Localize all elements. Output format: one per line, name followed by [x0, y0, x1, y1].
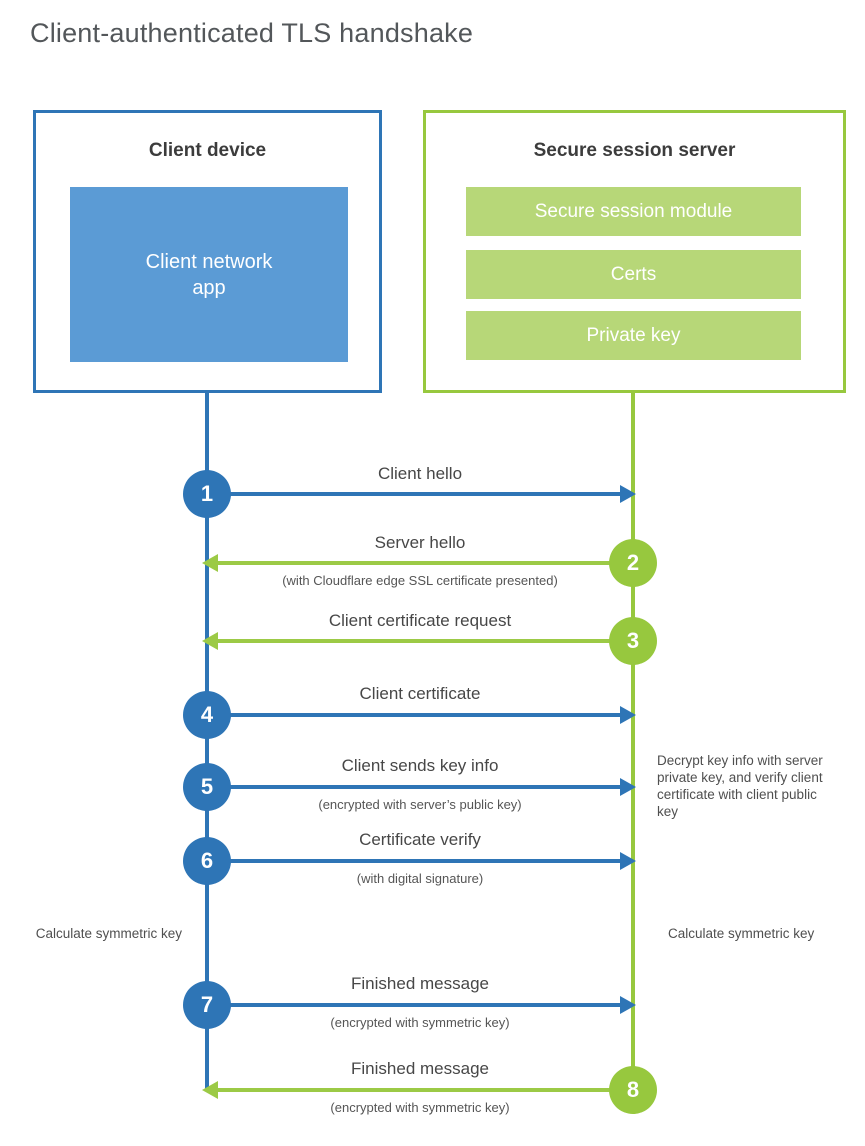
arrow-step-1 [207, 492, 621, 496]
arrowhead-right-icon [620, 706, 636, 724]
step-label-6: Certificate verify [359, 830, 481, 849]
calculate-symmetric-key-right: Calculate symmetric key [668, 926, 815, 941]
step-sublabel-5: (encrypted with server’s public key) [318, 797, 522, 812]
step-circle-8: 8 [609, 1066, 657, 1114]
step-label-2: Server hello [374, 533, 466, 552]
step-sublabel-8: (encrypted with symmetric key) [330, 1100, 510, 1115]
secure-session-server-box [423, 110, 846, 393]
step-sublabel-6: (with digital signature) [356, 871, 484, 886]
arrow-step-2 [218, 561, 633, 565]
arrow-step-8 [218, 1088, 633, 1092]
arrow-step-3 [218, 639, 633, 643]
step-circle-2: 2 [609, 539, 657, 587]
arrowhead-right-icon [620, 852, 636, 870]
step-sublabel-2: (with Cloudflare edge SSL certificate presented) [282, 573, 558, 588]
arrowhead-right-icon [620, 485, 636, 503]
page-title: Client-authenticated TLS handshake [30, 18, 474, 48]
step-label-7: Finished message [351, 974, 489, 993]
arrowhead-left-icon [202, 1081, 218, 1099]
step-label-4: Client certificate [359, 684, 481, 703]
step-circle-5: 5 [183, 763, 231, 811]
decrypt-note: Decrypt key info with server private key, and verify client certificate with client public key [657, 753, 823, 819]
arrow-step-4 [207, 713, 621, 717]
step-label-8: Finished message [351, 1059, 489, 1078]
client-network-app-box [70, 187, 348, 362]
arrowhead-right-icon [620, 996, 636, 1014]
step-label-3: Client certificate request [328, 611, 512, 630]
step-label-5: Client sends key info [341, 756, 499, 775]
arrowhead-right-icon [620, 778, 636, 796]
arrow-step-6 [207, 859, 621, 863]
step-sublabel-7: (encrypted with symmetric key) [330, 1015, 510, 1030]
arrow-step-7 [207, 1003, 621, 1007]
step-circle-7: 7 [183, 981, 231, 1029]
calculate-symmetric-key-left: Calculate symmetric key [35, 926, 182, 941]
client-network-app-label: Client network app [145, 250, 273, 299]
arrowhead-left-icon [202, 554, 218, 572]
step-circle-4: 4 [183, 691, 231, 739]
secure-session-server-heading: Secure session server [533, 140, 736, 161]
step-label-1: Client hello [377, 464, 463, 483]
client-device-box [33, 110, 382, 393]
module-bar-certs: Certs [466, 250, 801, 299]
client-device-heading: Client device [148, 140, 267, 161]
arrowhead-left-icon [202, 632, 218, 650]
module-bar-secure-session-module: Secure session module [466, 187, 801, 236]
step-circle-1: 1 [183, 470, 231, 518]
step-circle-3: 3 [609, 617, 657, 665]
module-bar-private-key: Private key [466, 311, 801, 360]
step-circle-6: 6 [183, 837, 231, 885]
arrow-step-5 [207, 785, 621, 789]
